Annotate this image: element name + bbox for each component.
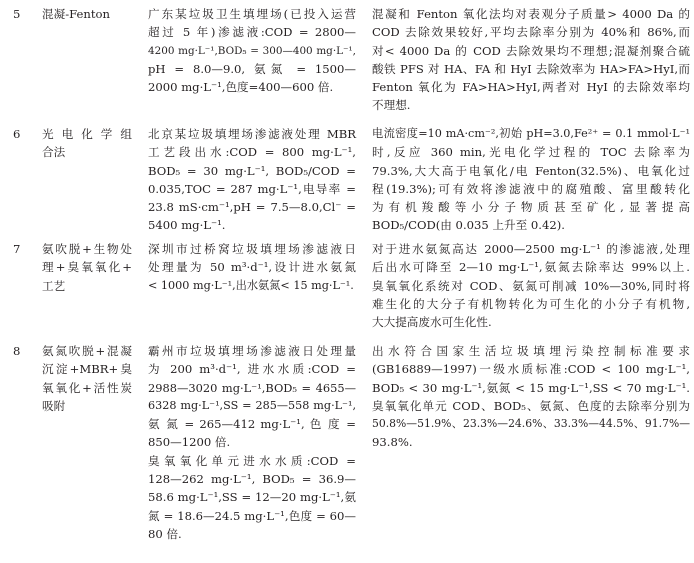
row-number: 6	[13, 127, 21, 141]
text-line: 工艺	[42, 278, 66, 293]
text-line: 氨氮吹脱+混凝	[42, 344, 132, 358]
text-line: pH = 8.0—9.0, 氨氮 = 1500—	[148, 61, 356, 76]
effect-cell	[372, 240, 690, 331]
text-line: BOD₅/COD(由 0.035 上升至 0.42).	[372, 218, 565, 233]
method-cell	[42, 342, 132, 415]
text-line: 2000 mg·L⁻¹,色度=400—600 倍.	[148, 80, 334, 95]
text-line: 58.6 mg·L⁻¹,SS = 12—20 mg·L⁻¹,氨	[148, 490, 356, 505]
text-line: 79.3%,大大高于电氧化/电 Fenton(32.5%)、电氧化过	[372, 163, 690, 178]
text-line: 128—262 mg·L⁻¹, BOD₅ = 36.9—	[148, 472, 356, 487]
text-line: 50.8%—51.9%、23.3%—24.6%、33.3%—44.5%、91.7%—	[372, 417, 690, 431]
text-line: COD 去除效果较好,平均去除率分别为 40%和 86%,而	[372, 25, 690, 40]
text-line: 合法	[42, 145, 66, 160]
text-line: BOD₅ = 30 mg·L⁻¹, BOD₅/COD =	[148, 163, 356, 178]
effect-cell	[372, 342, 690, 452]
text-line: 氧氧化+活性炭	[42, 380, 132, 395]
text-line: 深圳市过桥窝垃圾填埋场渗滤液日	[148, 242, 356, 256]
text-line: 0.035,TOC = 287 mg·L⁻¹,电导率 =	[148, 181, 356, 196]
text-line: 超过 5 年)渗滤液:COD = 2800—	[148, 25, 356, 40]
method-cell	[42, 5, 132, 23]
text-line: 时,反应 360 min,光电化学过程的 TOC 去除率为	[372, 145, 690, 160]
source-cell	[148, 125, 356, 235]
text-line: Fenton 氧化为 FA>HA>HyI,两者对 HyI 的去除效率均	[372, 80, 690, 95]
text-line: 处理量为 50 m³·d⁻¹,设计进水氨氮	[148, 260, 356, 275]
text-line: < 1000 mg·L⁻¹,出水氨氮< 15 mg·L⁻¹.	[148, 278, 354, 292]
row-number: 8	[13, 344, 21, 358]
text-line: 光 电 化 学 组	[42, 127, 132, 141]
text-line: 霸州市垃圾填埋场渗滤液日处理量	[148, 344, 356, 358]
text-line: 对< 4000 Da 的 COD 去除效果均不理想;混凝剂聚合硫	[372, 43, 690, 58]
source-cell	[148, 5, 356, 96]
source-cell	[148, 240, 356, 295]
text-line: 4200 mg·L⁻¹,BOD₅ = 300—400 mg·L⁻¹,	[148, 44, 356, 57]
text-line: 氮 = 18.6—24.5 mg·L⁻¹,色度 = 60—	[148, 508, 356, 523]
text-line: 理+臭氧氧化+	[42, 260, 132, 275]
text-line: 酸铁 PFS 对 HA、FA 和 HyI 去除效率为 HA>FA>HyI,而	[372, 61, 690, 76]
text-line: 出水符合国家生活垃圾填埋污染控制标准要求	[372, 344, 690, 358]
effect-cell	[372, 125, 690, 235]
text-line: 难生化的大分子有机物转化为可生化的小分子有机物,	[372, 296, 690, 311]
row-number: 7	[13, 242, 21, 256]
text-line: 广东某垃圾卫生填埋场(已投入运营	[148, 7, 356, 21]
effect-cell	[372, 5, 690, 115]
text-line: 为有机羧酸等小分子物质甚至矿化,显著提高	[372, 200, 690, 215]
text-line: 混凝-Fenton	[42, 7, 110, 21]
text-line: 6328 mg·L⁻¹,SS = 285—558 mg·L⁻¹,	[148, 398, 356, 412]
text-line: (GB16889—1997)一级水质标准:COD < 100 mg·L⁻¹,	[372, 362, 690, 377]
source-cell	[148, 342, 356, 543]
text-line: 臭氧氧化系统对 COD、氨氮可削减 10%—30%,同时将	[372, 278, 690, 293]
text-line: BOD₅ < 30 mg·L⁻¹,氨氮 < 15 mg·L⁻¹,SS < 70 mg·L⁻¹.	[372, 380, 690, 395]
text-line: 吸附	[42, 398, 66, 413]
text-line: 程(19.3%);可有效将渗滤液中的腐殖酸、富里酸转化	[372, 181, 690, 196]
text-line: 不理想.	[372, 98, 411, 113]
text-line: 臭氧氧化单元进水水质:COD =	[148, 453, 356, 468]
text-line: 氨吹脱+生物处	[42, 242, 132, 256]
text-line: 93.8%.	[372, 435, 413, 450]
text-line: 沉淀+MBR+臭	[42, 362, 132, 377]
text-line: 80 倍.	[148, 526, 182, 541]
text-line: 对于进水氨氮高达 2000—2500 mg·L⁻¹ 的渗滤液,处理	[372, 242, 690, 256]
text-line: 混凝和 Fenton 氧化法均对表观分子质量> 4000 Da 的	[372, 7, 690, 21]
text-line: 氨 氮 = 265—412 mg·L⁻¹, 色 度 =	[148, 417, 356, 432]
text-line: 大大提高废水可生化性.	[372, 315, 492, 330]
text-line: 5400 mg·L⁻¹.	[148, 218, 226, 233]
text-line: 北京某垃圾填埋场渗滤液处理 MBR	[148, 127, 356, 141]
text-line: 臭氧氧化单元 COD、BOD₅、氨氮、色度的去除率分别为	[372, 398, 690, 413]
text-line: 850—1200 倍.	[148, 435, 231, 450]
method-cell	[42, 125, 132, 162]
text-line: 2988—3020 mg·L⁻¹,BOD₅ = 4655—	[148, 380, 356, 395]
row-number: 5	[13, 7, 21, 21]
text-line: 为 200 m³·d⁻¹, 进水水质:COD =	[148, 362, 356, 377]
text-line: 23.8 mS·cm⁻¹,pH = 7.5—8.0,Cl⁻ =	[148, 200, 356, 215]
text-line: 后出水可降至 2—10 mg·L⁻¹,氨氮去除率达 99%以上.	[372, 260, 690, 275]
method-cell	[42, 240, 132, 295]
text-line: 电流密度=10 mA·cm⁻²,初始 pH=3.0,Fe²⁺ = 0.1 mmol·L⁻¹	[372, 127, 690, 140]
text-line: 工艺段出水:COD = 800 mg·L⁻¹,	[148, 145, 356, 160]
